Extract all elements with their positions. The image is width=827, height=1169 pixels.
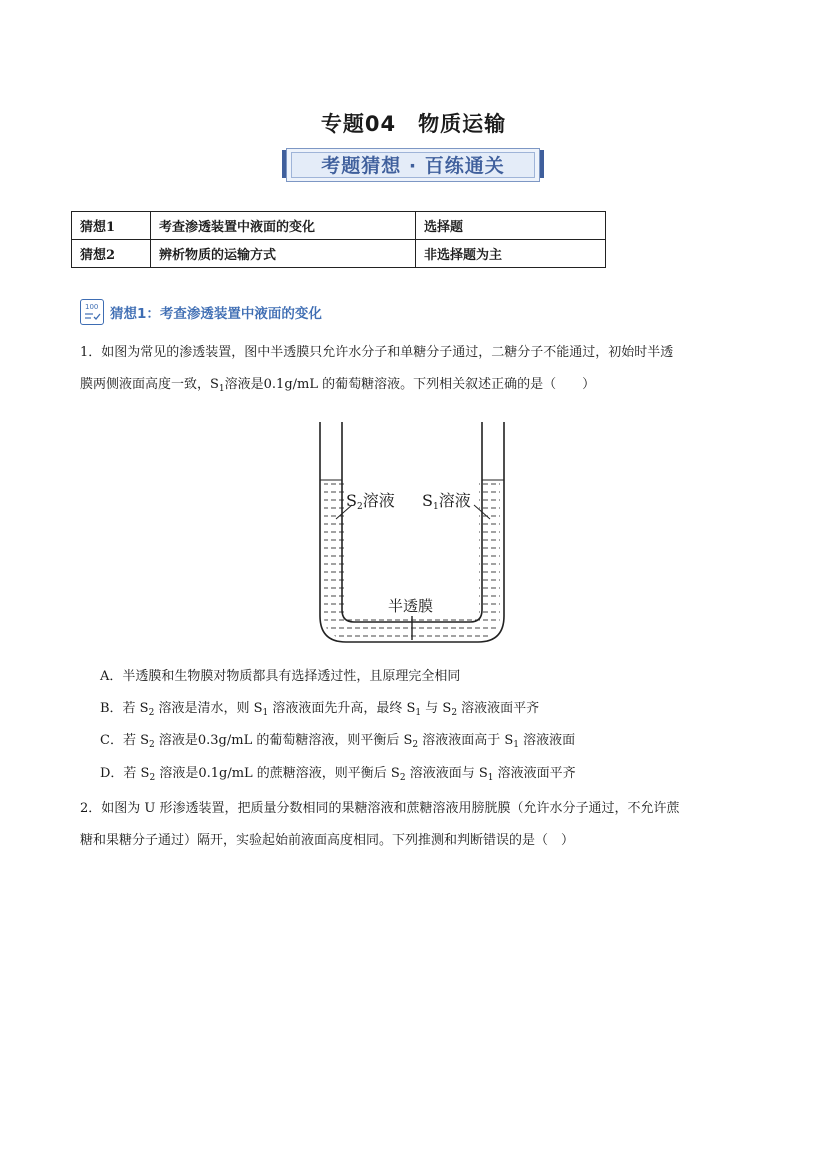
q1-sub: 1 — [218, 384, 225, 394]
question-1-line-2 — [80, 369, 750, 405]
svg-text:100: 100 — [85, 303, 99, 311]
membrane-label: 半透膜 — [388, 597, 434, 615]
section-heading — [80, 298, 322, 326]
option-d: D．若 $S_2$ 溶液是0.1g/mL 的蔗糖溶液，则平衡后 $S_2$ 溶液液面与 $S_1$ 溶液液面平齐 — [100, 766, 576, 783]
s1-label: $S_1$溶液 — [422, 491, 471, 512]
question-2-line-1: 2．如图为 U 形渗透装置，把质量分数相同的果糖溶液和蔗糖溶液用膀胱膜（允许水分子通过，不允许蔗 — [80, 801, 680, 816]
option-a: A．半透膜和生物膜对物质都具有选择透过性，且原理完全相同 — [100, 669, 461, 684]
table-row — [72, 240, 606, 268]
guess-type: 选择题 — [416, 212, 606, 240]
question-2-line-2: 糖和果糖分子通过）隔开，实验起始前液面高度相同。下列推测和判断错误的是（ ） — [80, 833, 575, 848]
guess-label: 猜想2 — [72, 240, 151, 268]
page-title: 专题04 物质运输 — [320, 112, 507, 136]
scorecard-icon — [80, 299, 104, 325]
question-1-line-1: 1．如图为常见的渗透装置，图中半透膜只允许水分子和单糖分子通过，二糖分子不能通过，初始时半透 — [80, 345, 674, 360]
guess-topic: 考查渗透装置中液面的变化 — [151, 212, 416, 240]
q1-text-a: 膜两侧液面高度一致，S — [80, 377, 219, 392]
banner — [286, 148, 540, 182]
s2-label: $S_2$溶液 — [346, 491, 395, 512]
osmosis-u-tube-figure — [314, 416, 510, 652]
guess-type: 非选择题为主 — [416, 240, 606, 268]
banner-text: 考题猜想 · 百练通关 — [321, 155, 505, 177]
section-title: 猜想1：考查渗透装置中液面的变化 — [110, 306, 322, 322]
option-c: C．若 $S_2$ 溶液是0.3g/mL 的葡萄糖溶液，则平衡后 $S_2$ 溶液液面高于 $S_1$ 溶液液面 — [100, 733, 576, 750]
guess-table — [71, 211, 606, 268]
option-b: B．若 $S_2$ 溶液是清水，则 $S_1$ 溶液液面先升高，最终 $S_1$ 与 $S_2$ 溶液液面平齐 — [100, 701, 540, 718]
guess-topic: 辨析物质的运输方式 — [151, 240, 416, 268]
guess-label: 猜想1 — [72, 212, 151, 240]
q1-text-b: 溶液是0.1g/mL 的葡萄糖溶液。下列相关叙述正确的是（ ） — [224, 377, 596, 392]
table-row — [72, 212, 606, 240]
